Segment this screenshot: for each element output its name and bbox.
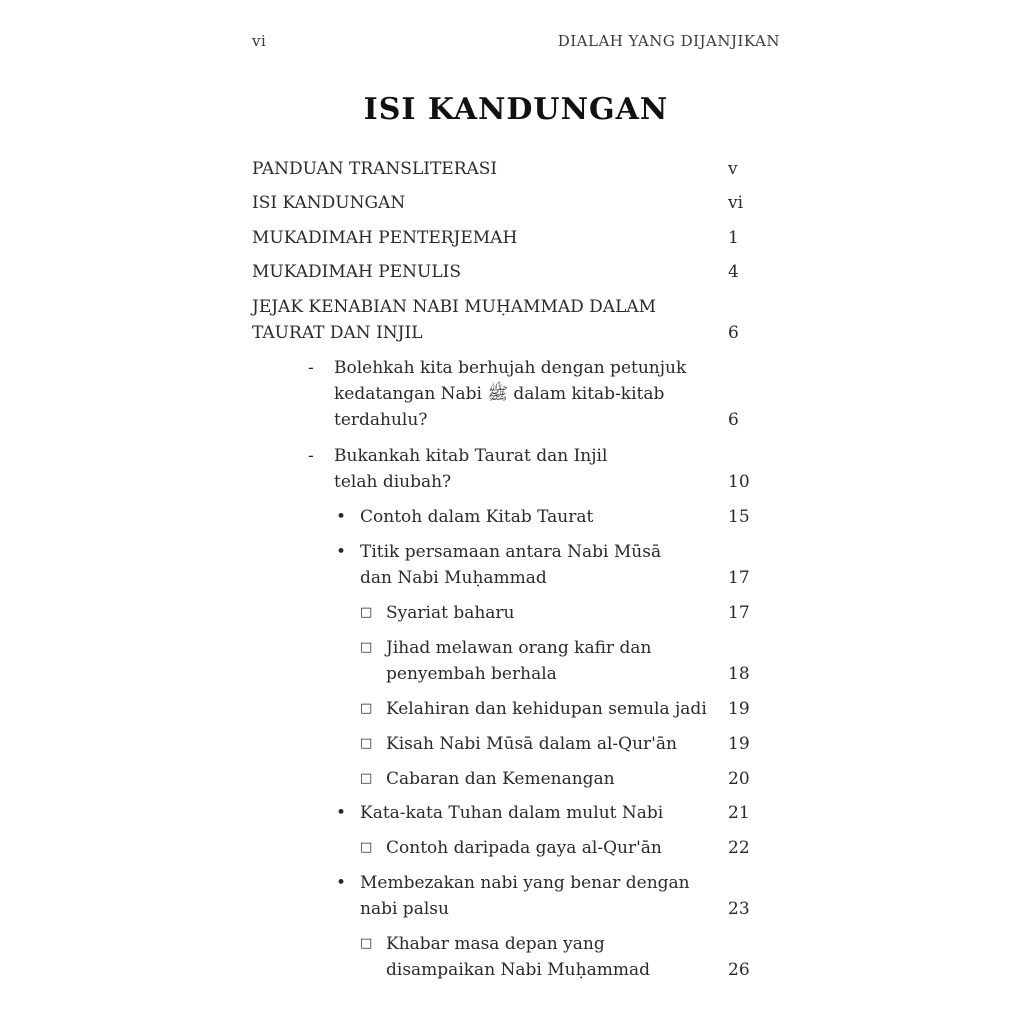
toc-entry-page: 15	[728, 507, 750, 527]
toc-entry-title: Contoh dalam Kitab Taurat	[360, 507, 594, 527]
bullet-marker: •	[336, 542, 347, 562]
toc-entry-title: Bukankah kitab Taurat dan Injil telah diubah?	[334, 446, 608, 492]
toc-entry-title: MUKADIMAH PENTERJEMAH	[252, 228, 518, 248]
toc-entry-page: v	[728, 159, 738, 179]
square-marker: □	[360, 701, 373, 716]
toc-entry-page: 26	[728, 960, 750, 980]
square-marker: □	[360, 605, 373, 620]
toc-entry-page: 21	[728, 803, 750, 823]
toc-entry-page: 6	[728, 410, 739, 430]
toc-entry-page: 20	[728, 769, 750, 789]
toc-entry-page: 17	[728, 603, 750, 623]
header-book-title: DIALAH YANG DIJANJIKAN	[557, 32, 780, 50]
toc-entry-page: 19	[728, 699, 750, 719]
bullet-marker: •	[336, 873, 347, 893]
toc-entry-page: 6	[728, 323, 739, 343]
dash-marker: -	[308, 358, 314, 378]
dash-marker: -	[308, 446, 314, 466]
toc-entry-page: 1	[728, 228, 739, 248]
toc-entry	[252, 696, 752, 722]
toc-entry	[252, 835, 752, 861]
toc-entry	[252, 635, 752, 687]
square-marker: □	[360, 736, 373, 751]
toc-entry	[252, 600, 752, 626]
toc-entry	[252, 190, 752, 216]
toc-entry-title: ISI KANDUNGAN	[252, 193, 406, 213]
toc-entry-title: MUKADIMAH PENULIS	[252, 262, 461, 282]
toc-entry-title: JEJAK KENABIAN NABI MUḤAMMAD DALAM TAURAT DAN INJIL	[252, 297, 657, 343]
toc-entry-title: Kata-kata Tuhan dalam mulut Nabi	[360, 803, 664, 823]
toc-entry-title: Contoh daripada gaya al-Qur'ān	[386, 838, 662, 858]
toc-entry	[252, 766, 752, 792]
toc-entry	[252, 225, 752, 251]
toc-entry	[252, 800, 752, 826]
toc-entry-title: PANDUAN TRANSLITERASI	[252, 159, 498, 179]
toc-entry-page: 17	[728, 568, 750, 588]
toc-entry-title: Cabaran dan Kemenangan	[386, 769, 615, 789]
toc-entry-title: Membezakan nabi yang benar dengan nabi palsu	[360, 873, 690, 919]
running-head	[252, 32, 780, 54]
square-marker: □	[360, 936, 373, 951]
toc-entry	[252, 443, 752, 495]
bullet-marker: •	[336, 507, 347, 527]
toc-entry-page: 4	[728, 262, 739, 282]
toc-entry	[252, 731, 752, 757]
toc-entry-title: Kisah Nabi Mūsā dalam al-Qur'ān	[386, 734, 677, 754]
toc-entry	[252, 259, 752, 285]
toc-entry	[252, 156, 752, 182]
toc-entry-page: 18	[728, 664, 750, 684]
page-title: ISI KANDUNGAN	[363, 92, 669, 127]
toc-entry-page: 19	[728, 734, 750, 754]
square-marker: □	[360, 771, 373, 786]
square-marker: □	[360, 640, 373, 655]
toc-entry	[252, 355, 752, 433]
toc-entry-title: Bolehkah kita berhujah dengan petunjuk kedatangan Nabi ﷺ dalam kitab-kitab terdahulu?	[334, 358, 687, 430]
toc-entry-title: Titik persamaan antara Nabi Mūsā dan Nabi Muḥammad	[360, 542, 662, 588]
toc-entry-title: Kelahiran dan kehidupan semula jadi	[386, 699, 707, 719]
toc-entry-page: vi	[728, 193, 744, 213]
header-page-number: vi	[252, 32, 267, 50]
toc-entry	[252, 931, 752, 983]
bullet-marker: •	[336, 803, 347, 823]
toc-entry-title: Syariat baharu	[386, 603, 515, 623]
toc-entry	[252, 294, 752, 346]
toc-entry-page: 10	[728, 472, 750, 492]
toc-entry-page: 22	[728, 838, 750, 858]
toc-entry	[252, 504, 752, 530]
toc-entry-title: Jihad melawan orang kafir dan penyembah berhala	[386, 638, 652, 684]
toc-entry	[252, 870, 752, 922]
toc-entry-title: Khabar masa depan yang disampaikan Nabi Muḥammad	[386, 934, 650, 980]
toc-entry	[252, 539, 752, 591]
toc-entry-page: 23	[728, 899, 750, 919]
square-marker: □	[360, 840, 373, 855]
